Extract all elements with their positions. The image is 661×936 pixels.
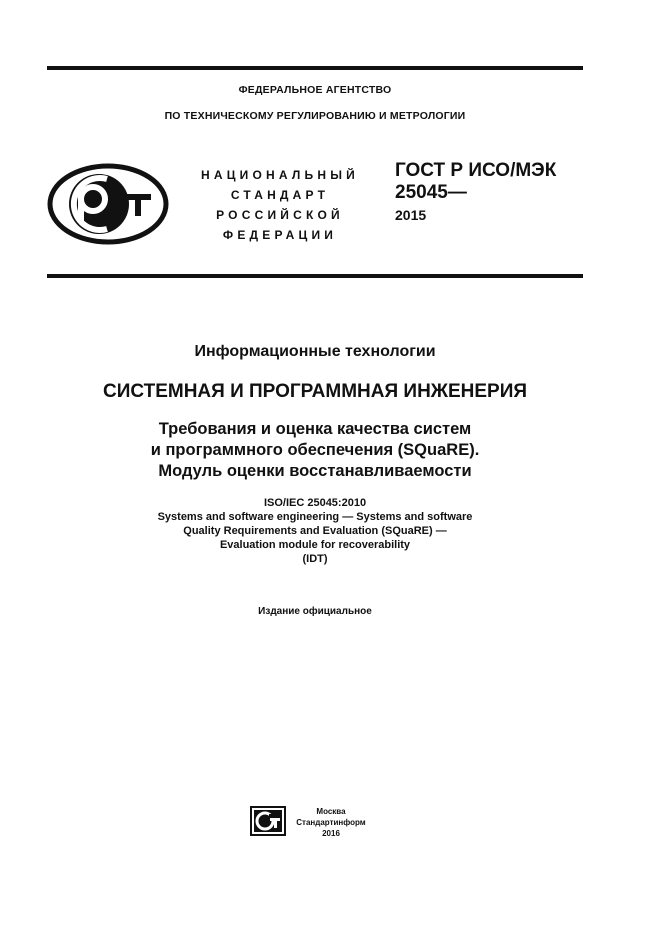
title-category: Информационные технологии	[194, 343, 436, 360]
iso-line-3: Quality Requirements and Evaluation (SQuaRE) —	[183, 525, 447, 537]
standartinform-logo-icon	[250, 806, 286, 841]
publisher-name: Стандартинформ	[296, 818, 366, 827]
agency-line-1: ФЕДЕРАЛЬНОЕ АГЕНТСТВО	[238, 84, 392, 96]
national-standard-line-4: ФЕДЕРАЦИИ	[222, 228, 338, 242]
designation-line-3: 2015	[395, 207, 427, 223]
title-main: СИСТЕМНАЯ И ПРОГРАММНАЯ ИНЖЕНЕРИЯ	[102, 381, 528, 402]
agency-line-2: ПО ТЕХНИЧЕСКОМУ РЕГУЛИРОВАНИЮ И МЕТРОЛОГИИ	[164, 110, 466, 122]
national-standard-line-1: НАЦИОНАЛЬНЫЙ	[200, 168, 360, 182]
designation-line-2: 25045—	[395, 182, 467, 203]
iso-line-1: ISO/IEC 25045:2010	[263, 497, 367, 509]
publisher-year: 2016	[322, 829, 340, 838]
designation-line-1: ГОСТ Р ИСО/МЭК	[395, 160, 557, 181]
rst-logo-icon	[47, 163, 169, 250]
national-standard-line-2: СТАНДАРТ	[230, 188, 330, 202]
middle-rule	[47, 274, 583, 278]
international-standard	[20, 496, 610, 566]
top-rule	[47, 66, 583, 70]
subtitle-line-2: и программного обеспечения (SQuaRE).	[150, 441, 480, 459]
title-subtitle	[20, 419, 610, 482]
national-standard-line-3: РОССИЙСКОЙ	[216, 208, 344, 222]
standard-designation	[395, 160, 595, 225]
subtitle-line-3: Модуль оценки восстанавливаемости	[158, 462, 472, 480]
national-standard-label	[195, 165, 365, 245]
publisher-city: Москва	[316, 807, 346, 816]
subtitle-line-1: Требования и оценка качества систем	[158, 420, 472, 438]
iso-line-2: Systems and software engineering — Systems and software	[157, 511, 473, 523]
publisher-info	[296, 806, 366, 839]
iso-line-5: (IDT)	[302, 553, 328, 565]
iso-line-4: Evaluation module for recoverability	[219, 539, 411, 551]
edition-label: Издание официальное	[258, 606, 372, 617]
